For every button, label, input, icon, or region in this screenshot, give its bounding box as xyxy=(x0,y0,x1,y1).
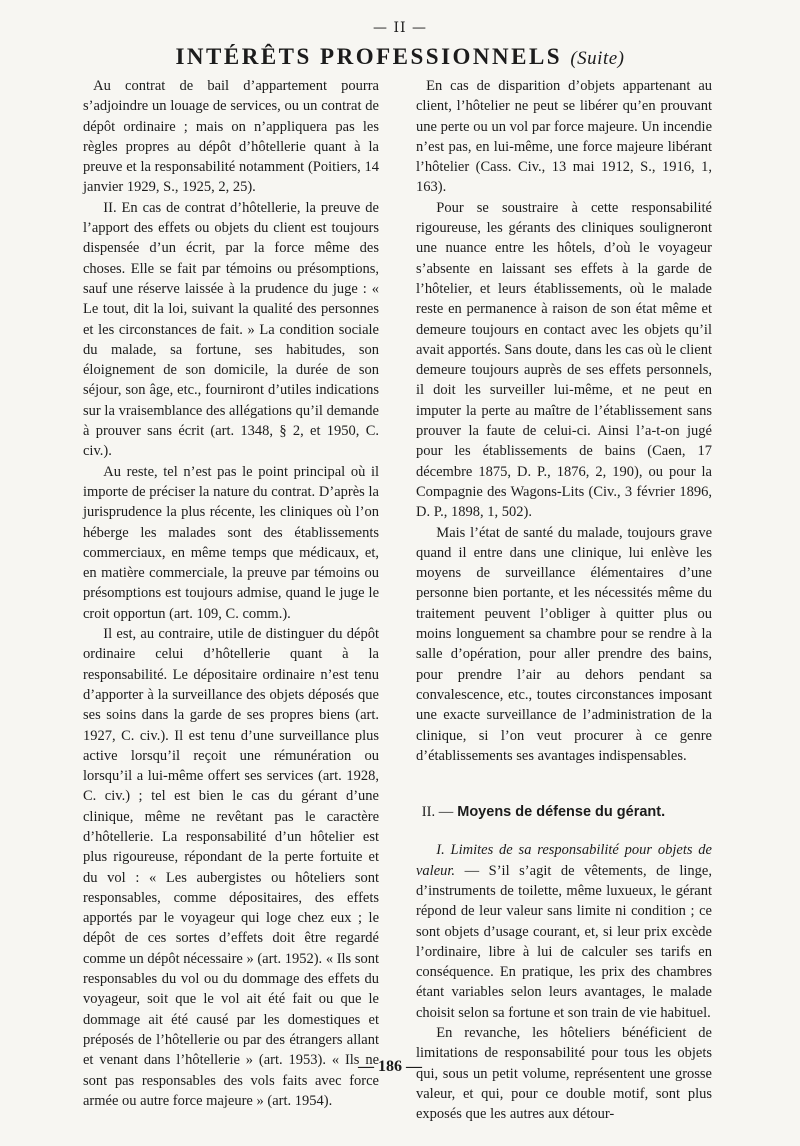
left-paragraph-1: Au contrat de bail d’appartement pourra s’adjoindre un louage de services, ou un contrat de dépôt ordinaire ; mais on n’appliquera pas les règles propres au dépôt d’hôtellerie quant à la preuve et la responsabilité notamment (Poitiers, 14 janvier 1929, S., 1925, 2, 25). xyxy=(83,78,379,196)
left-paragraph-3: Au reste, tel n’est pas le point principal où il importe de préciser la nature du contrat. D’après la jurisprudence la plus récente, les cliniques où l’on héberge les malades sont des établissements commerciaux, en même temps que médicaux, et, en matière commerciale, la preuve par témoins ou présomptions est toujours admise, quand le juge le croit opportun (art. 109, C. comm.). xyxy=(83,463,379,622)
right-paragraph-3: Mais l’état de santé du malade, toujours grave quand il entre dans une clinique, lui enlève les moyens de surveillance élémentaires d’une personne bien portante, et les nécessités même du traitement peuvent l’obliger à quitter plus ou moins longuement sa chambre pour se rendre à la salle d’opération, pour aller prendre des bains, pour prendre l’air au dehors pendant sa convalescence, etc., toutes circonstances imposant une exacte surveillance de l’administration de la clinique, si l’on veut procurer à ce genre d’établissements ses avantages indispensables. xyxy=(416,524,712,764)
page-title xyxy=(0,44,800,70)
subsection-title: I. Limites de sa responsabilité pour objets de valeur. xyxy=(416,842,712,879)
left-column xyxy=(83,76,379,1111)
section-heading xyxy=(416,802,712,822)
right-paragraph-4 xyxy=(416,840,712,1023)
right-paragraph-1: En cas de disparition d’objets appartenant au client, l’hôtelier ne peut se libérer qu’en prouvant une perte ou un vol par force majeure. Un incendie n’est pas, en lui-même, une force majeure libérant l’hôtelier (Cass. Civ., 13 mai 1912, S., 1916, 1, 163). xyxy=(416,78,712,196)
right-column xyxy=(416,76,712,1125)
left-paragraph-4: Il est, au contraire, utile de distinguer du dépôt ordinaire celui d’hôtellerie quant à la responsabilité. Le dépositaire ordinaire n’est tenu d’apporter à la surveillance des objets déposés que ses soins dans la garde de ses propres biens (art. 1927, C. civ.). Il est tenu d’une surveillance plus active lorsqu’il reçoit une rémunération ou lorsqu’il a lui-même offert ses services (art. 1928, C. civ.) ; tel est bien le cas du gérant d’une clinique, même ne revêtant pas le caractère d’hôtellerie. La responsabilité d’un hôtelier est plus rigoureuse, répondant de la perte fortuite et du vol : « Les aubergistes ou hôteliers sont responsables, comme dépositaires, des effets apportés par le voyageur qui loge chez eux ; le dépôt de ces sortes d’effets doit être regardé comme un dépôt nécessaire » (art. 1952). « Ils sont responsables du vol ou du dommage des effets du voyageur, soit que le vol ait été fait ou que le dommage ait été causé par les domestiques et préposés de l’hôtellerie ou par des étrangers allant et venant dans l’hôtellerie » (art. 1953). « Ils ne sont pas responsables des vols faits avec force armée ou autre force majeure » (art. 1954). xyxy=(83,626,379,1109)
title-suffix: (Suite) xyxy=(570,48,625,69)
title-text: INTÉRÊTS PROFESSIONNELS xyxy=(175,44,563,69)
section-heading-text: Moyens de défense du gérant. xyxy=(457,804,666,821)
page-number: — 186 — xyxy=(358,1058,422,1075)
right-paragraph-4-text: — S’il s’agit de vêtements, de linge, d’instruments de toilette, même luxueux, le gérant répond de leur valeur sans limite ni condition ; ce sont objets d’usage courant, et, si leur prix excède l’ordinaire, libre à lui de calculer ses tarifs en conséquence. En pratique, les prix des chambres étant variables selon leurs avantages, le malade choisit selon sa fortune et son train de vie habituel. xyxy=(416,862,712,1021)
roman-page-number: — II — xyxy=(373,20,427,36)
section-heading-number: II. — xyxy=(421,804,454,821)
right-paragraph-2: Pour se soustraire à cette responsabilité rigoureuse, les gérants des cliniques souligneront une nuance entre les hôtels, d’où le voyageur s’absente en laissant ses effets à la garde de l’hôtelier, et leurs établissements, où le malade reste en permanence à raison de son état même et demeure toujours en contact avec les objets qu’il avait apportés. Sans doute, dans les cas où le client demeure toujours auprès de ses effets personnels, il doit les surveiller lui-même, et ne peut en imputer la perte au maître de l’établissement sans prouver la faute de celui-ci. Ainsi l’a-t-on jugé pour les établissements de bains (Caen, 17 décembre 1875, D. P., 1876, 2, 190), ou pour la Compagnie des Wagons-Lits (Civ., 3 février 1896, D. P., 1898, 1, 502). xyxy=(416,199,712,521)
right-paragraph-5: En revanche, les hôteliers bénéficient de limitations de responsabilité pour tous les objets qui, sous un petit volume, représentent une grosse valeur, et qui, pour ce double motif, sont plus exposés que les autres aux détour- xyxy=(416,1025,712,1123)
left-paragraph-2: II. En cas de contrat d’hôtellerie, la preuve de l’apport des effets ou objets du client est toujours dispensée d’un écrit, par la force même des choses. Elle se fait par témoins ou présomptions, sauf une réserve laissée à la prudence du juge : « Le tout, dit la loi, suivant la qualité des personnes et les circonstances de fait. » La condition sociale du malade, sa fortune, ses habitudes, son éloignement de son domicile, la durée de son séjour, son âge, etc., fourniront d’utiles indications sur la vraisemblance des allégations qu’il demande à prouver sans écrit (art. 1348, § 2, et 1950, C. civ.). xyxy=(83,199,379,460)
